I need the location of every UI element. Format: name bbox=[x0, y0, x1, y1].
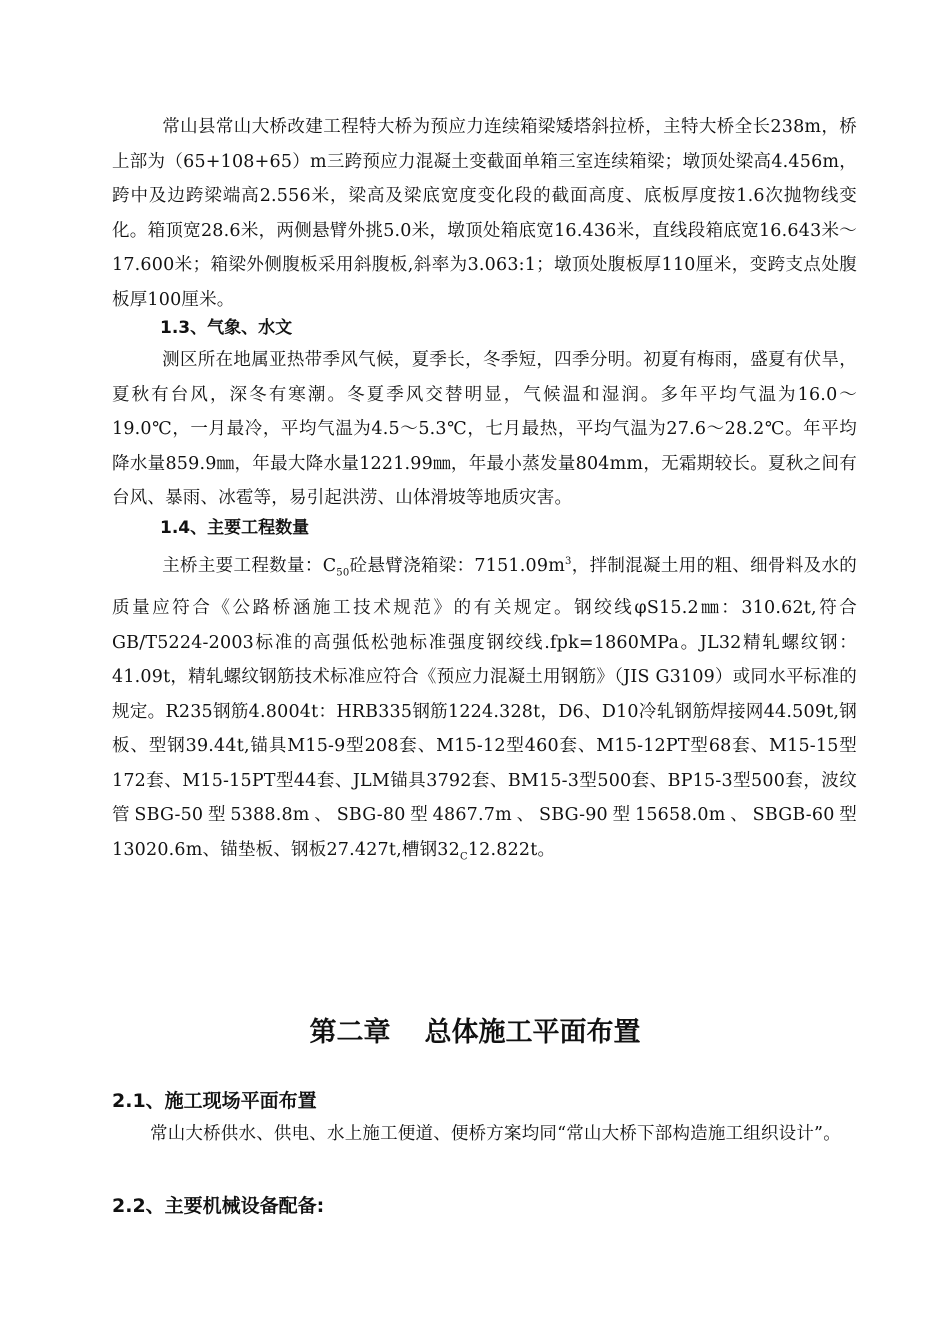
chapter-2-title: 第二章 总体施工平面布置 bbox=[309, 1017, 641, 1048]
site-layout-paragraph: 常山大桥供水、供电、水上施工便道、便桥方案均同“常山大桥下部构造施工组织设计”。 bbox=[150, 1124, 841, 1144]
climate-paragraph: 测区所在地属亚热带季风气候，夏季长，冬季短，四季分明。初夏有梅雨，盛夏有伏旱，夏秋有台风，深冬有寒潮。冬夏季风交替明显，气候温和湿润。多年平均气温为16.0～19.0℃，一月最冷，平均气温为4.5～5.3℃，七月最热，平均气温为27.6～28.2℃。年平均降水量859.9㎜，年最大降水量1221.99㎜，年最小蒸发量804mm，无霜期较长。夏秋之间有台风、暴雨、冰雹等，易引起洪涝、山体滑坡等地质灾害。 bbox=[112, 350, 857, 509]
quantities-paragraph: 主桥主要工程数量：$C_{50}$砼悬臂浇箱梁：$7151.09m^3$，拌制混凝土用的粗、细骨料及水的质量应符合《公路桥涵施工技术规范》的有关规定。钢绞线φS15.2㎜：310.62t,符合GB/T5224-2003标准的高强低松弛标准强度钢绞线.fpk=1860MPa。JL32精轧螺纹钢：41.09t，精轧螺纹钢筋技术标准应符合《预应力混凝土用钢筋》（JIS G3109）或同水平标准的规定。R235钢筋4.8004t：HRB335钢筋1224.328t，D6、D10冷轧钢筋焊接网44.509t,钢板、型钢39.44t,锚具M15-9型208套、M15-12型460套、M15-12PT型68套、M15-15型172套、M15-15PT型44套、JLM锚具3792套、BM15-3型500套、BP15-3型500套，波纹管SBG-50型5388.8m、SBG-80型4867.7m、SBG-90型15658.0m、SBGB-60型13020.6m、锚垫板、钢板27.427t,槽钢$32_C12.822t$。 bbox=[112, 555, 857, 863]
section-2-1-heading: 2.1、施工现场平面布置 bbox=[112, 1090, 317, 1112]
bridge-overview-paragraph: 常山县常山大桥改建工程特大桥为预应力连续箱梁矮塔斜拉桥，主特大桥全长238m，桥上部为（65+108+65）m三跨预应力混凝土变截面单箱三室连续箱梁；墩顶处梁高4.456m，跨中及边跨梁端高2.556米，梁高及梁底宽度变化段的截面高度、底板厚度按1.6次抛物线变化。箱顶宽28.6米，两侧悬臂外挑5.0米，墩顶处箱底宽16.436米，直线段箱底宽16.643米～17.600米；箱梁外侧腹板采用斜腹板,斜率为3.063:1；墩顶处腹板厚110厘米，变跨支点处腹板厚100厘米。 bbox=[112, 117, 857, 310]
section-2-2-heading: 2.2、主要机械设备配备: bbox=[112, 1195, 325, 1217]
section-1-3-heading: 1.3、气象、水文 bbox=[160, 318, 293, 338]
section-1-4-heading: 1.4、主要工程数量 bbox=[160, 518, 310, 538]
